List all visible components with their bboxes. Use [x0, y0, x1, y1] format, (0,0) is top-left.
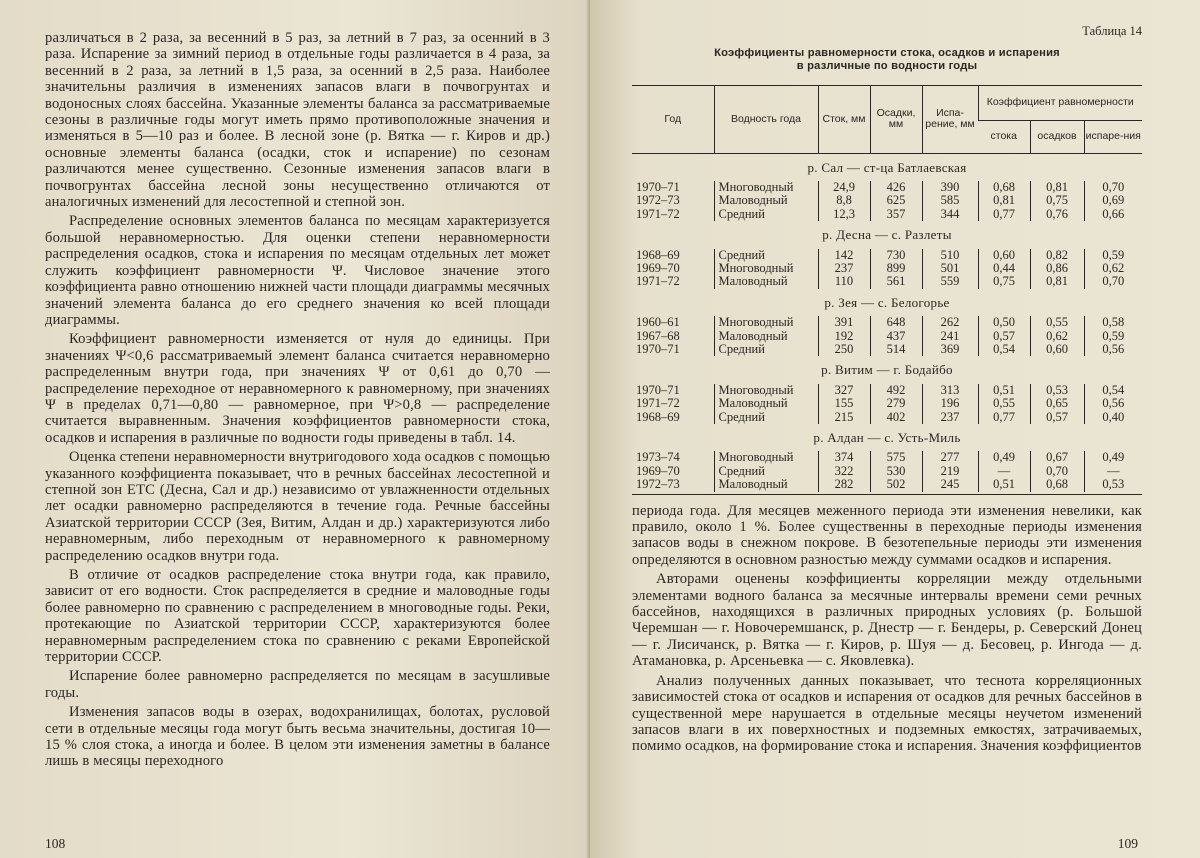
precip-cell: 426	[870, 181, 922, 194]
year-cell: 1967–68	[636, 328, 680, 343]
coef-evap-cell: 0,66	[1084, 208, 1142, 221]
table-row	[632, 316, 1142, 329]
year-cell: 1969–70	[636, 463, 680, 478]
evap-cell: 237	[922, 411, 978, 424]
precip-cell: 899	[870, 262, 922, 275]
station-title: р. Алдан — с. Усть-Миль	[813, 430, 961, 445]
header-runoff: Сток, мм	[818, 86, 870, 154]
paragraph: В отличие от осадков распределение стока внутри года, как правило, зависит от его водности. Сток распределяется в средние и маловодные годы более равномерно по сравнению с распределением в многоводные годы. Реки, протекающие по Азиатской территории СССР, характеризуются более неравномерным распределением стока по сравнению с реками Европейской территории СССР.	[45, 567, 550, 666]
table-row	[632, 451, 1142, 464]
precip-cell: 561	[870, 275, 922, 288]
header-coef-precip: осадков	[1030, 121, 1084, 154]
water-cell: Маловодный	[714, 194, 818, 207]
table-row	[632, 411, 1142, 424]
year-cell: 1972–73	[636, 193, 680, 208]
coef-precip-cell: 0,68	[1030, 478, 1084, 491]
table-row	[632, 330, 1142, 343]
evap-cell: 369	[922, 343, 978, 356]
runoff-cell: 155	[818, 397, 870, 410]
coef-precip-cell: 0,65	[1030, 397, 1084, 410]
station-title: р. Зея — с. Белогорье	[824, 294, 950, 310]
precip-cell: 492	[870, 384, 922, 397]
paragraph: Оценка степени неравномерности внутригодового хода осадков с помощью указанного коэффициента показывает, что в речных бассейнах лесостепной и степной зон ЕТС (Десна, Сал и др.) независимо от увлажненности отдельных лет осадки равномерно распределяются в течение года. Речные бассейны Азиатской территории СССР (Зея, Витим, Алдан и др.) характеризуются либо неравномерным, либо переходным от неравномерного к равномерному распределению осадков внутри года.	[45, 449, 550, 564]
evap-cell: 277	[922, 451, 978, 464]
precip-cell: 279	[870, 397, 922, 410]
coef-precip-cell: 0,70	[1030, 465, 1084, 478]
coef-runoff-cell: 0,54	[978, 343, 1030, 356]
evap-cell: 245	[922, 478, 978, 491]
coef-precip-cell: 0,67	[1030, 451, 1084, 464]
runoff-cell: 250	[818, 343, 870, 356]
coef-runoff-cell: 0,75	[978, 275, 1030, 288]
coef-precip-cell: 0,53	[1030, 384, 1084, 397]
year-cell: 1968–69	[636, 247, 680, 262]
table-row	[632, 208, 1142, 221]
station-title: р. Сал — ст-ца Батлаевская	[807, 159, 967, 175]
evap-cell: 510	[922, 249, 978, 262]
table-row	[632, 478, 1142, 491]
station-title: р. Десна — с. Разлеты	[822, 227, 952, 243]
coef-precip-cell: 0,81	[1030, 181, 1084, 194]
coef-runoff-cell: 0,50	[978, 316, 1030, 329]
coef-runoff-cell: 0,81	[978, 194, 1030, 207]
coef-runoff-cell: 0,49	[978, 451, 1030, 464]
year-cell: 1971–72	[636, 274, 680, 289]
water-cell: Средний	[714, 249, 818, 262]
table-row	[632, 343, 1142, 356]
coef-evap-cell: 0,49	[1084, 451, 1142, 464]
paragraph: Авторами оценены коэффициенты корреляции между отдельными элементами водного баланса за месячные интервалы времени семи речных бассейнов, находящихся в различных природных условиях (р. Большой Черемшан — г. Новочеремшанск, р. Днестр — г. Бендеры, р. Северский Донец — г. Лисичанск, р. Вятка — г. Киров, р. Шуя — д. Бесовец, р. Ингода — д. Атамановка, р. Арсеньевка — с. Яковлевка).	[632, 571, 1142, 670]
evap-cell: 196	[922, 397, 978, 410]
header-coef-runoff: стока	[978, 121, 1030, 154]
right-page	[590, 0, 1200, 858]
evap-cell: 262	[922, 316, 978, 329]
page-number-left: 108	[45, 836, 66, 851]
coef-runoff-cell: 0,55	[978, 397, 1030, 410]
evap-cell: 501	[922, 262, 978, 275]
table-title	[632, 47, 1142, 73]
runoff-cell: 110	[818, 275, 870, 288]
year-cell: 1972–73	[636, 477, 680, 492]
runoff-cell: 391	[818, 316, 870, 329]
year-cell: 1971–72	[636, 396, 680, 411]
header-coef-group: Коэффициент равномерности	[978, 86, 1142, 121]
water-cell: Многоводный	[714, 262, 818, 275]
table-row	[632, 262, 1142, 275]
coef-evap-cell: 0,53	[1084, 478, 1142, 491]
table-end-rule	[632, 492, 1142, 495]
runoff-cell: 8,8	[818, 194, 870, 207]
coef-precip-cell: 0,62	[1030, 330, 1084, 343]
runoff-cell: 374	[818, 451, 870, 464]
coef-runoff-cell: 0,77	[978, 208, 1030, 221]
coef-runoff-cell: 0,68	[978, 181, 1030, 194]
coef-precip-cell: 0,75	[1030, 194, 1084, 207]
header-water: Водность года	[714, 86, 818, 154]
table-row	[632, 397, 1142, 410]
coef-precip-cell: 0,76	[1030, 208, 1084, 221]
year-cell: 1968–69	[636, 409, 680, 424]
paragraph: Испарение более равномерно распределяется по месяцам в засушливые годы.	[45, 668, 550, 701]
station-title: р. Витим — г. Бодайбо	[821, 362, 953, 378]
table-row	[632, 249, 1142, 262]
runoff-cell: 282	[818, 478, 870, 491]
page-number-right: 109	[1117, 836, 1138, 851]
coef-evap-cell: 0,59	[1084, 330, 1142, 343]
table-row	[632, 465, 1142, 478]
runoff-cell: 215	[818, 411, 870, 424]
precip-cell: 437	[870, 330, 922, 343]
evap-cell: 390	[922, 181, 978, 194]
year-cell: 1973–74	[636, 450, 680, 465]
coef-evap-cell: 0,54	[1084, 384, 1142, 397]
coef-evap-cell: 0,58	[1084, 316, 1142, 329]
station-row	[632, 424, 1142, 451]
coef-evap-cell: 0,56	[1084, 397, 1142, 410]
precip-cell: 625	[870, 194, 922, 207]
paragraph: различаться в 2 раза, за весенний в 5 раз, за летний в 7 раз, за осенний в 3 раза. Испарение за зимний период в отдельные годы различается в 4 раза, за весенний в 2 раза, за летний в 1,5 раза, за осенний в 2,5 раза. Наиболее значительны различия в изменениях запасов влаги в почвогрунтах и водоносных слоях бассейна. Указанные элементы баланса за рассматриваемые сезоны в различные годы могут иметь прямо противоположные значения и изменяться в 5—10 раз и более. В лесной зоне (р. Вятка — г. Киров и др.) основные элементы баланса (осадки, сток и испарение) по сезонам различаются менее существенно. Сезонные изменения запасов влаги в почвогрунтах бассейна лесной зоны несущественно отличаются от аналогичных изменений для лесостепной и степной зон.	[45, 30, 550, 211]
coef-evap-cell: 0,70	[1084, 181, 1142, 194]
header-year: Год	[632, 86, 714, 154]
coef-precip-cell: 0,57	[1030, 411, 1084, 424]
coef-runoff-cell: —	[978, 465, 1030, 478]
water-cell: Маловодный	[714, 397, 818, 410]
precip-cell: 730	[870, 249, 922, 262]
coef-evap-cell: 0,59	[1084, 249, 1142, 262]
precip-cell: 530	[870, 465, 922, 478]
evap-cell: 313	[922, 384, 978, 397]
runoff-cell: 24,9	[818, 181, 870, 194]
evap-cell: 241	[922, 330, 978, 343]
coef-precip-cell: 0,60	[1030, 343, 1084, 356]
runoff-cell: 237	[818, 262, 870, 275]
coef-precip-cell: 0,86	[1030, 262, 1084, 275]
water-cell: Маловодный	[714, 275, 818, 288]
table-title-line: Коэффициенты равномерности стока, осадков и испарения	[714, 47, 1060, 59]
paragraph: Изменения запасов воды в озерах, водохранилищах, болотах, русловой сети в отдельные месяцы года могут быть весьма значительны, достигая 10—15 % слоя стока, а иногда и более. В целом эти изменения заметны в балансе лишь в месяцы переходного	[45, 704, 550, 770]
runoff-cell: 12,3	[818, 208, 870, 221]
water-cell: Маловодный	[714, 478, 818, 491]
table-row	[632, 194, 1142, 207]
coef-runoff-cell: 0,77	[978, 411, 1030, 424]
coef-evap-cell: 0,40	[1084, 411, 1142, 424]
year-cell: 1960–61	[636, 315, 680, 330]
coef-precip-cell: 0,82	[1030, 249, 1084, 262]
water-cell: Многоводный	[714, 451, 818, 464]
coef-runoff-cell: 0,51	[978, 384, 1030, 397]
precip-cell: 502	[870, 478, 922, 491]
water-cell: Средний	[714, 343, 818, 356]
water-cell: Средний	[714, 465, 818, 478]
runoff-cell: 327	[818, 384, 870, 397]
paragraph: периода года. Для месяцев меженного периода эти изменения невелики, как правило, около 1 %. Более существенны в переходные периоды изменения запасов воды в снежном покрове. В безотепельные периоды эти изменения определяются в основном разностью между суммами осадков и испарения.	[632, 502, 1142, 568]
table-end-cell	[632, 492, 1142, 495]
table-body	[632, 153, 1142, 494]
runoff-cell: 322	[818, 465, 870, 478]
precip-cell: 402	[870, 411, 922, 424]
coef-runoff-cell: 0,44	[978, 262, 1030, 275]
left-page-text	[45, 30, 550, 770]
coef-evap-cell: 0,69	[1084, 194, 1142, 207]
station-row	[632, 289, 1142, 316]
coefficients-table	[632, 85, 1142, 495]
evap-cell: 219	[922, 465, 978, 478]
paragraph: Коэффициент равномерности изменяется от нуля до единицы. При значениях Ψ<0,6 рассматриваемый элемент баланса считается неравномерно распределенным внутри года, при значениях Ψ от 0,61 до 0,70 — распределение переходное от неравномерного к равномерному, при значениях Ψ в пределах 0,71—0,80 — равномерное, при Ψ>0,8 — распределение считается выравненным. Значения коэффициентов равномерности стока, осадков и испарения в различные по водности годы приведены в табл. 14.	[45, 331, 550, 446]
water-cell: Средний	[714, 208, 818, 221]
coef-evap-cell: 0,62	[1084, 262, 1142, 275]
coef-runoff-cell: 0,51	[978, 478, 1030, 491]
paragraph: Анализ полученных данных показывает, что теснота корреляционных зависимостей стока от осадков и испарения от осадков для речных бассейнов в существенной мере нарушается в отдельные месяцы неучетом изменений запасов влаги в их поверхностных и подземных емкостях, затрачиваемых, помимо осадков, на формирование стока и испарения. Значения коэффициентов	[632, 672, 1142, 755]
coef-evap-cell: 0,56	[1084, 343, 1142, 356]
coef-precip-cell: 0,81	[1030, 275, 1084, 288]
left-page	[0, 0, 590, 858]
water-cell: Многоводный	[714, 384, 818, 397]
evap-cell: 559	[922, 275, 978, 288]
runoff-cell: 142	[818, 249, 870, 262]
coef-evap-cell: 0,70	[1084, 275, 1142, 288]
evap-cell: 585	[922, 194, 978, 207]
runoff-cell: 192	[818, 330, 870, 343]
water-cell: Многоводный	[714, 181, 818, 194]
coef-runoff-cell: 0,57	[978, 330, 1030, 343]
water-cell: Многоводный	[714, 316, 818, 329]
year-cell: 1970–71	[636, 341, 680, 356]
table-row	[632, 181, 1142, 194]
table-label: Таблица 14	[1082, 24, 1142, 38]
precip-cell: 575	[870, 451, 922, 464]
water-cell: Средний	[714, 411, 818, 424]
header-evap: Испа-рение, мм	[922, 86, 978, 154]
header-precip: Осадки, мм	[870, 86, 922, 154]
coef-precip-cell: 0,55	[1030, 316, 1084, 329]
year-cell: 1970–71	[636, 179, 680, 194]
table-row	[632, 275, 1142, 288]
station-row	[632, 153, 1142, 181]
station-row	[632, 221, 1142, 248]
precip-cell: 514	[870, 343, 922, 356]
right-page-text	[632, 503, 1142, 755]
year-cell: 1971–72	[636, 206, 680, 221]
evap-cell: 344	[922, 208, 978, 221]
station-row	[632, 356, 1142, 383]
header-coef-evap: испаре-ния	[1084, 121, 1142, 154]
table-row	[632, 384, 1142, 397]
year-cell: 1969–70	[636, 260, 680, 275]
water-cell: Маловодный	[714, 330, 818, 343]
year-cell: 1970–71	[636, 382, 680, 397]
coef-runoff-cell: 0,60	[978, 249, 1030, 262]
precip-cell: 648	[870, 316, 922, 329]
precip-cell: 357	[870, 208, 922, 221]
coef-evap-cell: —	[1084, 465, 1142, 478]
table-title-line: в различные по водности годы	[796, 60, 978, 72]
paragraph: Распределение основных элементов баланса по месяцам характеризуется большой неравномерностью. Для оценки степени неравномерности распределения осадков, стока и испарения по месяцам отдельных лет может служить коэффициент равномерности Ψ. Числовое значение этого коэффициента равно отношению нижней части площади диаграммы месячных значений элемента баланса до его среднего значения ко всей площади диаграммы.	[45, 213, 550, 328]
